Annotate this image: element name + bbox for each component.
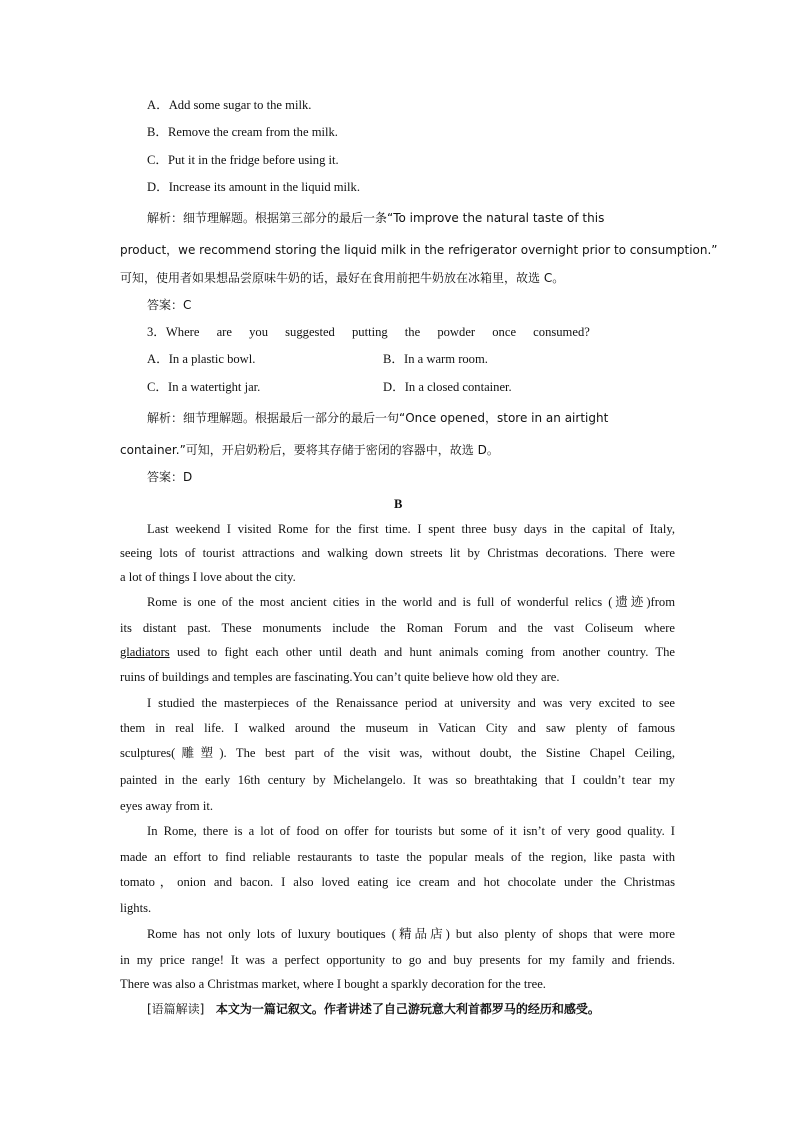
q2-answer: 答案：C xyxy=(147,298,192,312)
passage-heading: B xyxy=(394,497,403,511)
passage-line: painted in the early 16th century by Michelangelo. It was so breathtaking that I couldn’t tear my xyxy=(120,773,675,787)
passage-line-gladiators xyxy=(120,644,675,660)
passage-line: made an effort to find reliable restaurants to taste the popular meals of the region, like pasta with xyxy=(120,850,675,864)
q3-option-a: A．In a plastic bowl. xyxy=(147,352,256,366)
passage-line: Rome has not only lots of luxury boutiques (精品店) but also plenty of shops that were more xyxy=(147,927,675,941)
passage-line: seeing lots of tourist attractions and walking down streets lit by Christmas decorations. There were xyxy=(120,546,675,560)
passage-line-rest: used to fight each other until death and hunt animals coming from another country. The xyxy=(169,645,675,659)
discourse-text: 本文为一篇记叙文。作者讲述了自己游玩意大利首都罗马的经历和感受。 xyxy=(215,1002,600,1016)
passage-line: sculptures(雕塑). The best part of the visit was, without doubt, the Sistine Chapel Ceiling, xyxy=(120,746,675,760)
passage-line: Rome is one of the most ancient cities in the world and is full of wonderful relics (遗迹)from xyxy=(147,595,675,609)
passage-line: I studied the masterpieces of the Renaissance period at university and was very excited to see xyxy=(147,696,675,710)
q3-option-b: B．In a warm room. xyxy=(383,352,488,366)
passage-line: In Rome, there is a lot of food on offer for tourists but some of it isn’t of very good quality. I xyxy=(147,824,675,838)
passage-line: its distant past. These monuments include the Roman Forum and the vast Coliseum where xyxy=(120,621,675,635)
q2-option-d: D．Increase its amount in the liquid milk. xyxy=(147,180,361,194)
passage-line: them in real life. I walked around the museum in Vatican City and saw plenty of famous xyxy=(120,721,675,735)
passage-line: Last weekend I visited Rome for the first time. I spent three busy days in the capital of Italy, xyxy=(147,522,675,536)
passage-line: a lot of things I love about the city. xyxy=(120,570,296,584)
passage-line: lights. xyxy=(120,901,152,915)
passage-line: There was also a Christmas market, where I bought a sparkly decoration for the tree. xyxy=(120,977,546,991)
q2-option-c: C．Put it in the fridge before using it. xyxy=(147,153,339,167)
q3-option-d: D．In a closed container. xyxy=(383,380,512,394)
discourse-analysis xyxy=(147,1001,600,1017)
q3-analysis-line-2: container.”可知，开启奶粉后，要将其存储于密闭的容器中，故选 D。 xyxy=(120,443,499,457)
gladiators-word: gladiators xyxy=(120,645,170,659)
passage-line: tomato，onion and bacon. I also loved eating ice cream and hot chocolate under the Christmas xyxy=(120,875,675,889)
discourse-label: [语篇解读] xyxy=(147,1002,205,1016)
q3-answer: 答案：D xyxy=(147,470,193,484)
q2-analysis-line-1: 解析：细节理解题。根据第三部分的最后一条“To improve the natural taste of this xyxy=(147,211,605,225)
passage-line: eyes away from it. xyxy=(120,799,214,813)
q3-analysis-line-1: 解析：细节理解题。根据最后一部分的最后一句“Once opened，store in an airtight xyxy=(147,411,609,425)
q2-analysis-line-3: 可知，使用者如果想品尝原味牛奶的话，最好在食用前把牛奶放在冰箱里，故选 C。 xyxy=(120,271,565,285)
q2-option-a: A．Add some sugar to the milk. xyxy=(147,98,312,112)
q3-question: 3．Where are you suggested putting the powder once consumed? xyxy=(147,325,590,339)
passage-line: ruins of buildings and temples are fascinating.You can’t quite believe how old they are. xyxy=(120,670,560,684)
passage-line: in my price range! It was a perfect opportunity to go and buy presents for my family and friends. xyxy=(120,953,675,967)
q2-option-b: B．Remove the cream from the milk. xyxy=(147,125,338,139)
q2-analysis-line-2: product，we recommend storing the liquid milk in the refrigerator overnight prior to consumption.” xyxy=(120,243,718,257)
q3-option-c: C．In a watertight jar. xyxy=(147,380,261,394)
